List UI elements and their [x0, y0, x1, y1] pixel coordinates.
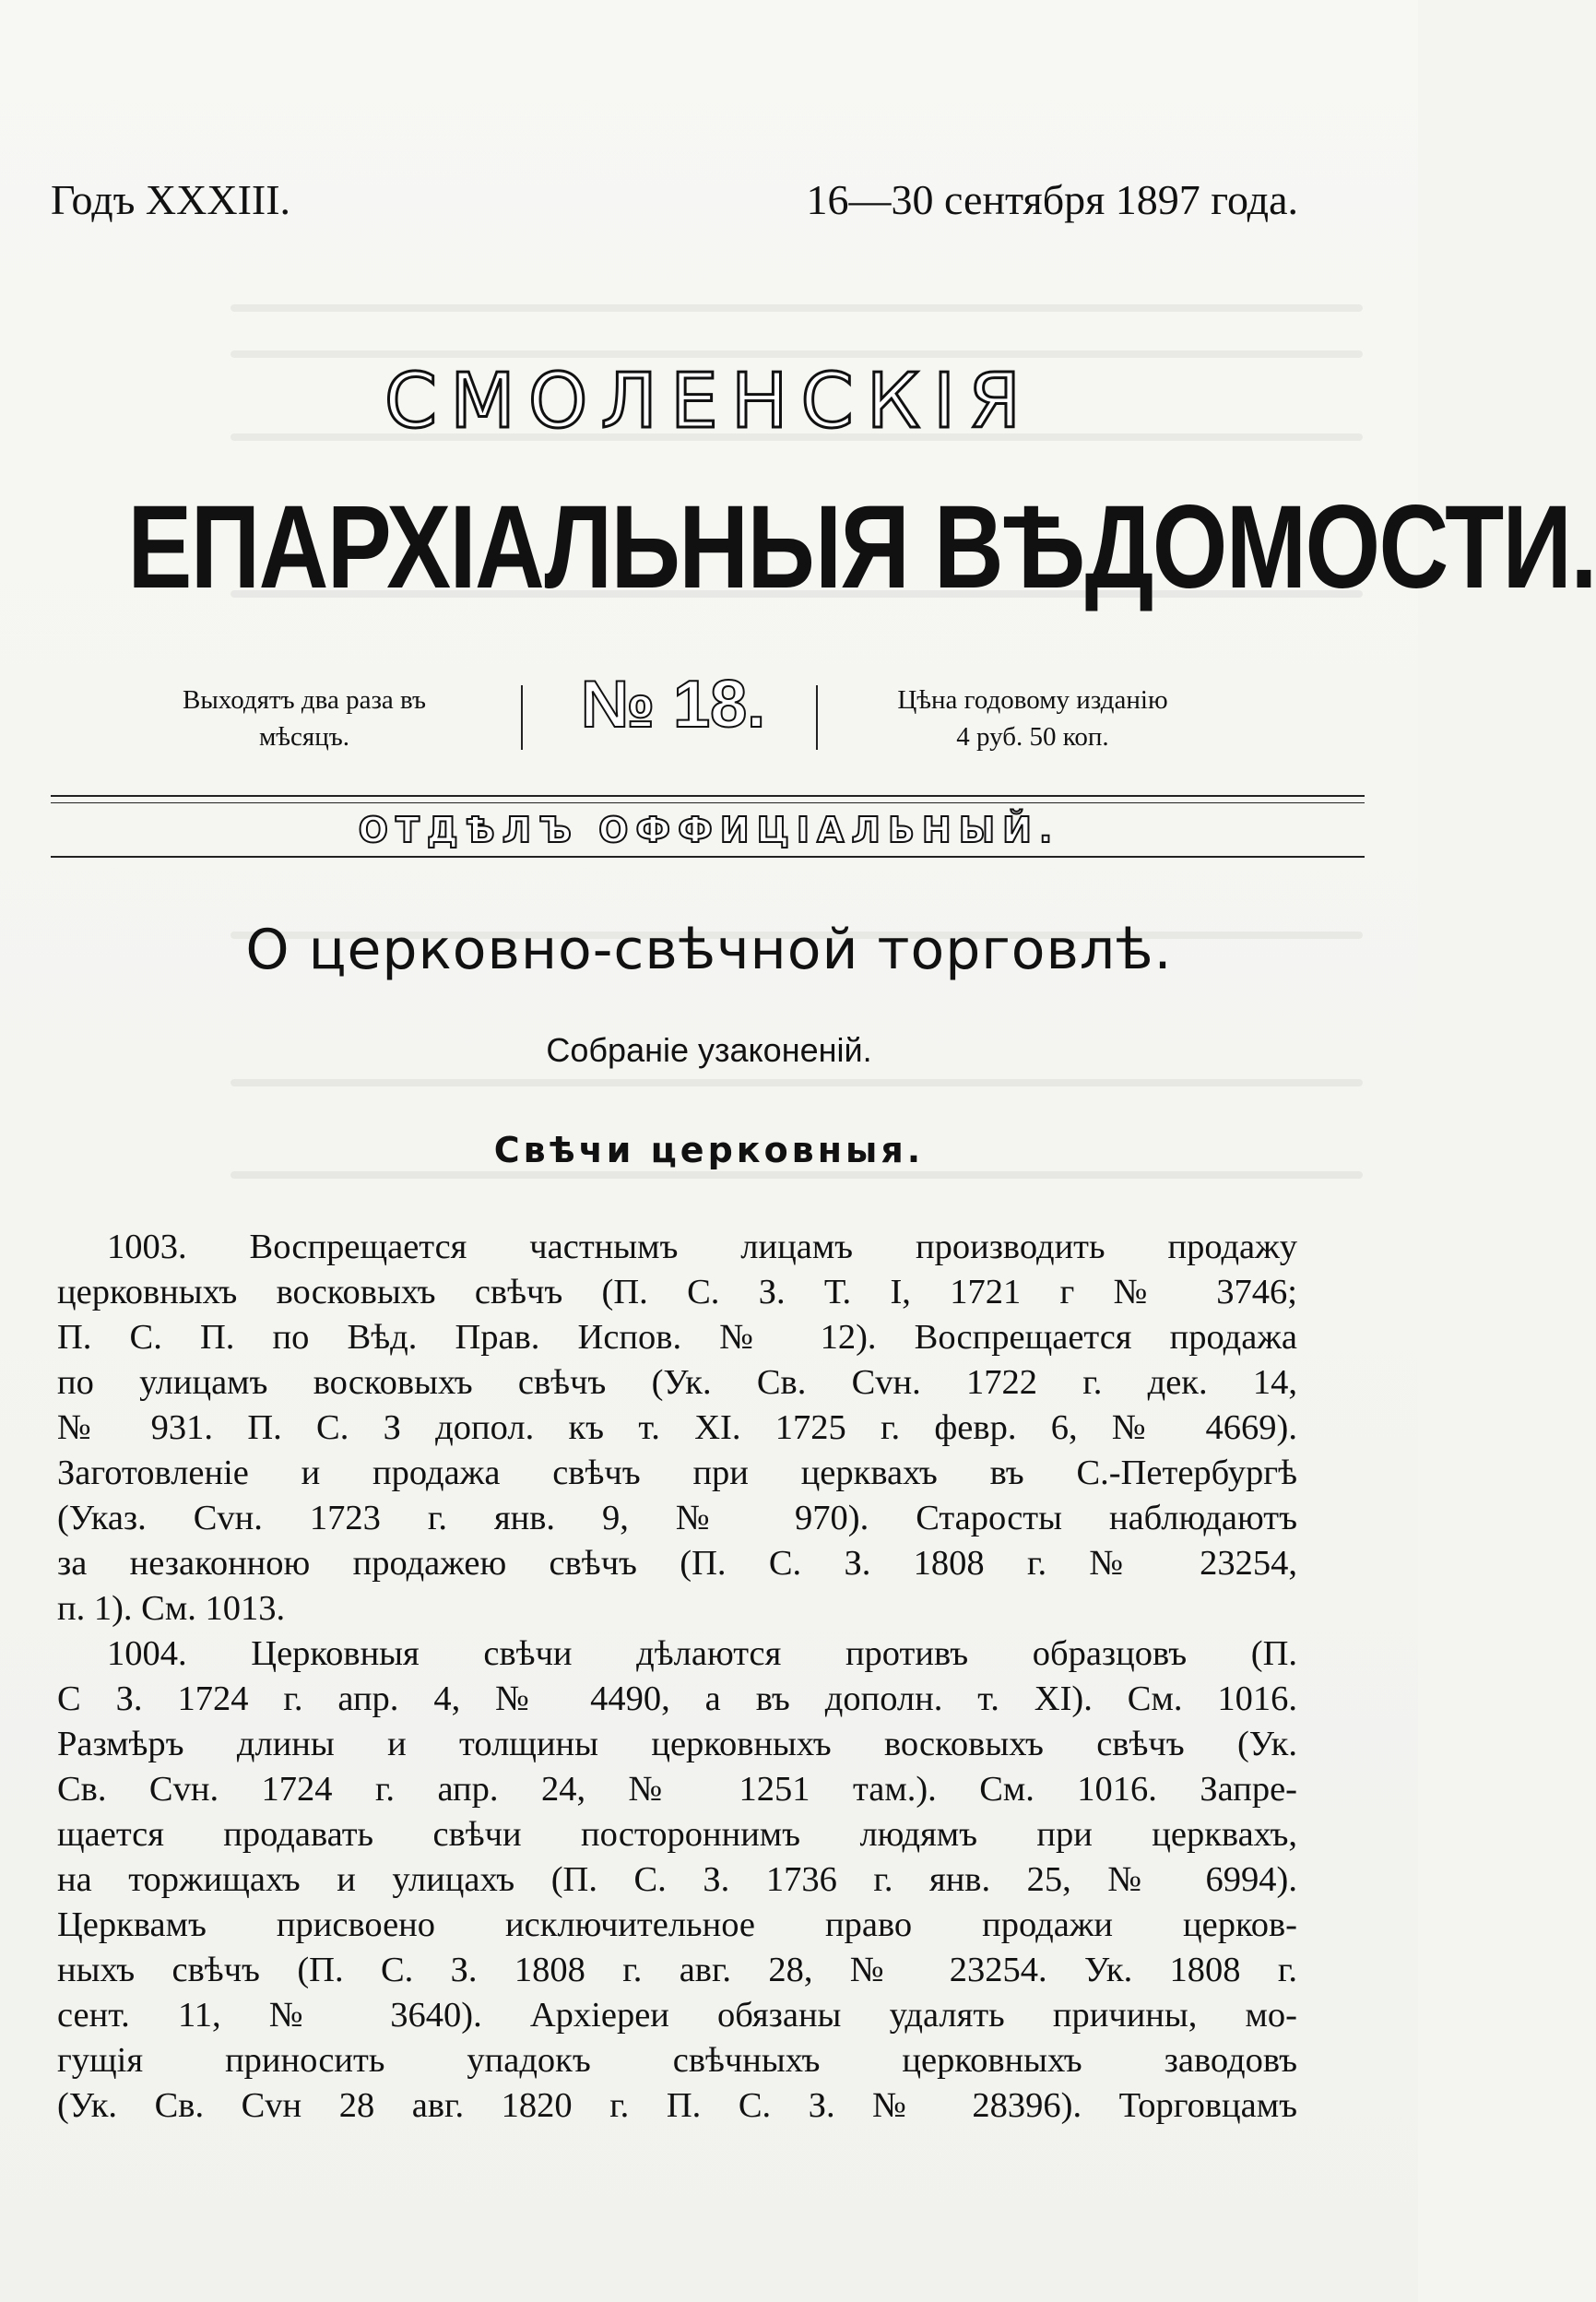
frequency-line-1: Выходятъ два раза въ — [182, 685, 426, 715]
body-line: за незаконною продажею свѣчъ (П. С. З. 1808 г. № 23254, — [57, 1544, 1297, 1583]
price-line-2: 4 руб. 50 коп. — [956, 722, 1109, 752]
article-subtitle: Собраніе узаконеній. — [546, 1031, 872, 1069]
section-label: ОТДѢЛЪ ОФФИЦІАЛЬНЫЙ. — [358, 810, 1060, 850]
body-line: Церквамъ присвоено исключительное право продажи церков- — [57, 1905, 1297, 1944]
page-header — [51, 175, 1298, 240]
body-line: по улицамъ восковыхъ свѣчъ (Ук. Св. Сvн. 1722 г. дек. 14, — [57, 1363, 1297, 1402]
price-line-1: Цѣна годовому изданію — [897, 685, 1168, 715]
divider — [521, 685, 523, 750]
header-year: Годъ XXXIII. — [51, 176, 291, 223]
header-date: 16—30 сентября 1897 года. — [806, 176, 1298, 223]
article-title: О церковно-свѣчной торговлѣ. — [245, 918, 1173, 982]
subsection-heading: Свѣчи церковныя. — [493, 1130, 925, 1170]
body-line: Размѣръ длины и толщины церковныхъ восковыхъ свѣчъ (Ук. — [57, 1725, 1297, 1763]
issue-number: № 18. — [580, 668, 766, 742]
body-line: П. С. П. по Вѣд. Прав. Испов. № 12). Воспрещается продажа — [57, 1318, 1297, 1357]
body-line: (Ук. Св. Сvн 28 авг. 1820 г. П. С. З. № 28396). Торговцамъ — [57, 2086, 1297, 2125]
body-line: № 931. П. С. З допол. къ т. XI. 1725 г. февр. 6, № 4669). — [57, 1408, 1297, 1447]
body-line: церковныхъ восковыхъ свѣчъ (П. С. З. Т. I, 1721 г № 3746; — [57, 1273, 1297, 1311]
body-line: Св. Сvн. 1724 г. апр. 24, № 1251 там.). См. 1016. Запре- — [57, 1770, 1297, 1809]
divider — [816, 685, 818, 750]
masthead-info-row — [55, 668, 1363, 761]
masthead-title-top: СМОЛЕНСКІЯ — [384, 358, 1034, 445]
body-line: гущія приносить упадокъ свѣчныхъ церковныхъ заводовъ — [57, 2041, 1297, 2080]
bleed-through-line — [231, 350, 1363, 358]
section-rule-bottom — [51, 856, 1365, 858]
section-rule-top — [51, 795, 1365, 797]
body-line: 1004. Церковныя свѣчи дѣлаются противъ образцовъ (П. — [107, 1634, 1297, 1673]
body-line: ныхъ свѣчъ (П. С. З. 1808 г. авг. 28, № 23254. Ук. 1808 г. — [57, 1951, 1297, 1989]
bleed-through-line — [231, 304, 1363, 312]
bleed-through-line — [231, 1079, 1363, 1086]
section-rule-top-thin — [51, 802, 1365, 803]
body-line: щается продавать свѣчи постороннимъ людямъ при церквахъ, — [57, 1815, 1297, 1854]
body-line: 1003. Воспрещается частнымъ лицамъ производить продажу — [107, 1228, 1297, 1266]
masthead-title-main: ЕПАРХІАЛЬНЫЯ ВѢДОМОСТИ. — [127, 481, 1596, 613]
bleed-through-line — [231, 1171, 1363, 1179]
article-body — [57, 1225, 1297, 2129]
body-line: С З. 1724 г. апр. 4, № 4490, а въ дополн. т. XI). См. 1016. — [57, 1679, 1297, 1718]
body-line: (Указ. Сvн. 1723 г. янв. 9, № 970). Старосты наблюдаютъ — [57, 1499, 1297, 1537]
body-line: сент. 11, № 3640). Архіереи обязаны удалять причины, мо- — [57, 1996, 1297, 2035]
body-line: на торжищахъ и улицахъ (П. С. З. 1736 г. янв. 25, № 6994). — [57, 1860, 1297, 1899]
frequency-note — [106, 682, 502, 755]
frequency-line-2: мѣсяцъ. — [258, 722, 350, 752]
body-line: п. 1). См. 1013. — [57, 1589, 286, 1628]
price-note — [839, 682, 1226, 755]
body-line: Заготовленіе и продажа свѣчъ при церквахъ въ С.-Петербургѣ — [57, 1454, 1297, 1492]
